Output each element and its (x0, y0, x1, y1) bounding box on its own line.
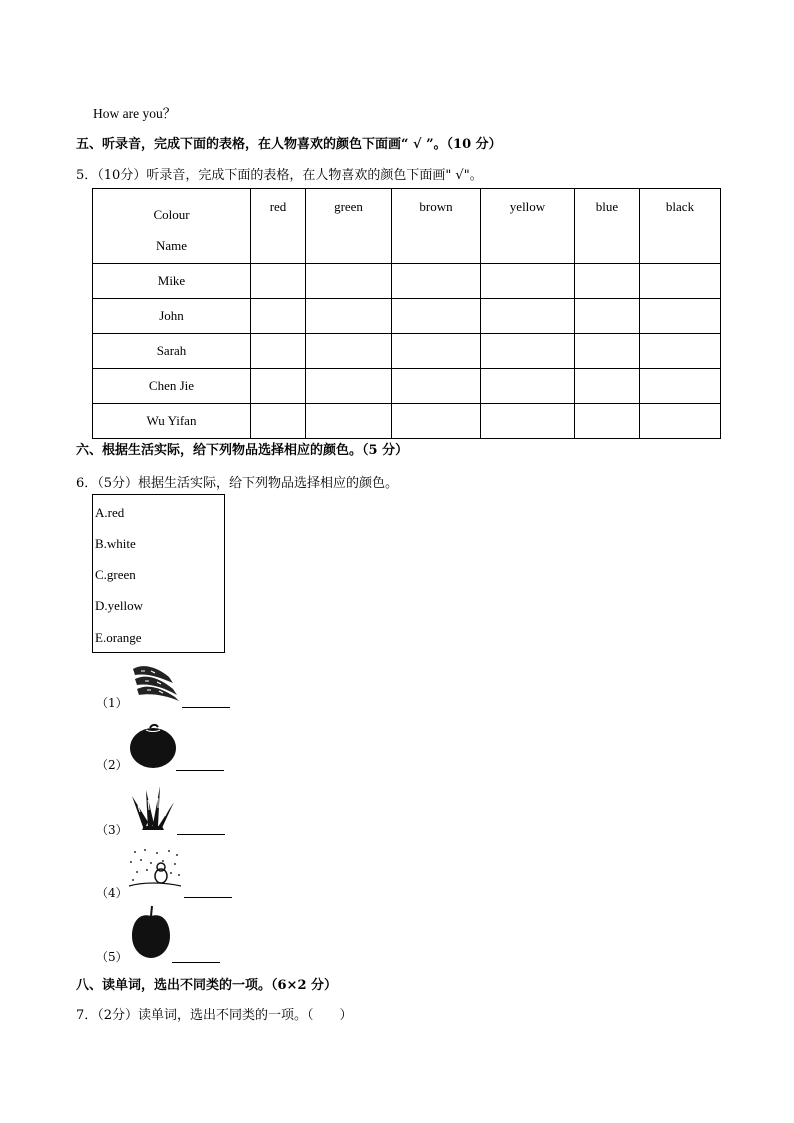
table-row (93, 404, 721, 439)
colour-header: red (251, 189, 306, 264)
row-name: Mike (93, 264, 251, 299)
answer-cell[interactable] (575, 404, 640, 439)
section5-heading: 五、听录音，完成下面的表格，在人物喜欢的颜色下面画“ √ ”。（10 分） (76, 137, 502, 152)
item-label: （4） (96, 886, 128, 900)
colour-header: blue (575, 189, 640, 264)
answer-cell[interactable] (392, 404, 481, 439)
item-label: （2） (96, 758, 128, 772)
bananas-icon (129, 661, 183, 703)
row-name: Wu Yifan (93, 404, 251, 439)
table-header-row (93, 189, 721, 264)
answer-blank[interactable] (184, 897, 232, 898)
colour-header: yellow (481, 189, 575, 264)
answer-cell[interactable] (481, 264, 575, 299)
answer-cell[interactable] (481, 299, 575, 334)
section6-question: 6．（5分）根据生活实际，给下列物品选择相应的颜色。 (76, 476, 399, 491)
answer-cell[interactable] (392, 299, 481, 334)
answer-cell[interactable] (640, 264, 721, 299)
option-item: B.white (95, 536, 136, 551)
answer-cell[interactable] (640, 299, 721, 334)
section5-question: 5．（10分）听录音，完成下面的表格，在人物喜欢的颜色下面画" √"。 (76, 168, 483, 183)
row-name: Sarah (93, 334, 251, 369)
item-label: （1） (96, 696, 128, 710)
snow-scene-icon (127, 846, 183, 894)
answer-cell[interactable] (251, 264, 306, 299)
answer-cell[interactable] (481, 369, 575, 404)
colour-header: brown (392, 189, 481, 264)
answer-cell[interactable] (306, 299, 392, 334)
answer-cell[interactable] (392, 369, 481, 404)
table-row (93, 334, 721, 369)
colour-header: black (640, 189, 721, 264)
answer-cell[interactable] (640, 369, 721, 404)
answer-cell[interactable] (640, 334, 721, 369)
corner-name-label: Name (155, 238, 188, 253)
table-row (93, 264, 721, 299)
answer-cell[interactable] (392, 334, 481, 369)
answer-cell[interactable] (481, 404, 575, 439)
row-name: Chen Jie (93, 369, 251, 404)
answer-blank[interactable] (176, 770, 224, 771)
answer-cell[interactable] (251, 404, 306, 439)
answer-cell[interactable] (251, 369, 306, 404)
section8-heading: 八、读单词，选出不同类的一项。（6×2 分） (76, 978, 338, 993)
answer-cell[interactable] (306, 404, 392, 439)
row-name: John (93, 299, 251, 334)
orange-fruit-icon (128, 722, 178, 770)
table-corner-cell (93, 189, 251, 264)
answer-cell[interactable] (306, 369, 392, 404)
item-label: （5） (96, 950, 128, 964)
grass-icon (130, 786, 176, 832)
item-label: （3） (96, 823, 128, 837)
table-row (93, 369, 721, 404)
answer-cell[interactable] (306, 334, 392, 369)
table-row (93, 299, 721, 334)
answer-blank[interactable] (182, 707, 230, 708)
option-item: A.red (95, 505, 125, 520)
option-item: E.orange (95, 630, 142, 645)
answer-cell[interactable] (392, 264, 481, 299)
answer-cell[interactable] (481, 334, 575, 369)
answer-cell[interactable] (575, 334, 640, 369)
answer-cell[interactable] (575, 369, 640, 404)
answer-blank[interactable] (172, 962, 220, 963)
option-item: C.green (95, 567, 136, 582)
section8-question: 7．（2分）读单词，选出不同类的一项。（ ） (76, 1008, 353, 1023)
answer-cell[interactable] (251, 299, 306, 334)
option-item: D.yellow (95, 598, 144, 613)
answer-cell[interactable] (306, 264, 392, 299)
corner-colour-label: Colour (153, 207, 190, 222)
colour-header: green (306, 189, 392, 264)
colour-options-box (92, 494, 225, 653)
intro-line: How are you？ (93, 106, 177, 121)
answer-cell[interactable] (575, 264, 640, 299)
apple-icon (130, 904, 172, 960)
answer-cell[interactable] (251, 334, 306, 369)
answer-cell[interactable] (575, 299, 640, 334)
colour-preference-table (92, 188, 721, 439)
answer-cell[interactable] (640, 404, 721, 439)
section6-heading: 六、根据生活实际，给下列物品选择相应的颜色。（5 分） (76, 443, 409, 458)
answer-blank[interactable] (177, 834, 225, 835)
